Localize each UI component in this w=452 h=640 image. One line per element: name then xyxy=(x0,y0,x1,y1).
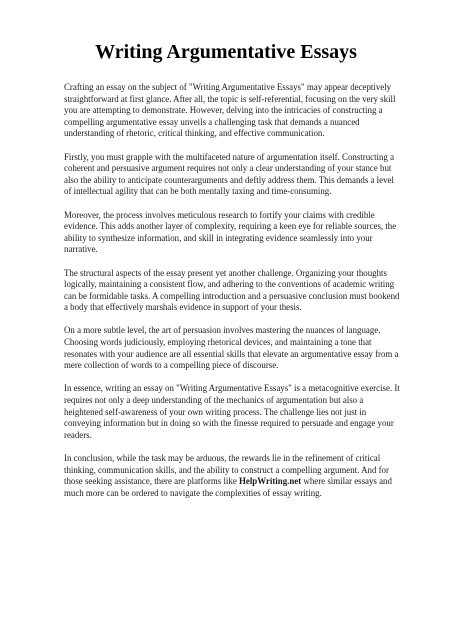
page-title: Writing Argumentative Essays xyxy=(95,41,357,63)
document-body xyxy=(64,82,400,511)
helpwriting-link[interactable]: HelpWriting.net xyxy=(238,476,302,487)
paragraph-persuasion: On a more subtle level, the art of persuasion involves mastering the nuances of language. Choosing words judiciously, employing rhetorical devices, and maintaining a tone that resonates with your audience are all essential skills that elevate an argumentative essay from a mere collection of words to a compelling piece of discourse. xyxy=(64,325,399,371)
conclusion-text-before: In conclusion, while the task may be arduous, the rewards lie in the refinement of critical thinking, communication skills, and the ability to construct a compelling argument. And for those seeking assistance, there are platforms like xyxy=(64,453,389,487)
conclusion-text-after: where similar essays and much more can be ordered to navigate the complexities of essay writing. xyxy=(64,476,392,498)
paragraph-research: Moreover, the process involves meticulous research to fortify your claims with credible evidence. This adds another layer of complexity, requiring a keen eye for reliable sources, the ability to synthesize information, and skill in integrating evidence seamlessly into your narrative. xyxy=(64,209,397,255)
paragraph-structure: The structural aspects of the essay present yet another challenge. Organizing your thoughts logically, maintaining a consistent flow, and adhering to the conventions of academic writing can be formidable tasks. A compelling introduction and a persuasive conclusion must bookend a body that effectively marshals evidence in support of your thesis. xyxy=(64,267,400,313)
paragraph-intro: Crafting an essay on the subject of "Writing Argumentative Essays" may appear deceptively straightforward at first glance. After all, the topic is self-referential, focusing on the very skill you are attempting to demonstrate. However, delving into the intricacies of constructing a compelling argumentative essay unveils a challenging task that demands a nuanced understanding of rhetoric, critical thinking, and effective communication. xyxy=(64,82,396,139)
paragraph-conclusion xyxy=(64,453,400,499)
paragraph-argumentation: Firstly, you must grapple with the multifaceted nature of argumentation itself. Constructing a coherent and persuasive argument requires not only a clear understanding of your stance but also the ability to anticipate counterarguments and deftly address them. This demands a level of intellectual agility that can be both mentally taxing and time-consuming. xyxy=(64,151,395,197)
paragraph-essence: In essence, writing an essay on "Writing Argumentative Essays" is a metacognitive exercise. It requires not only a deep understanding of the mechanics of argumentation but also a heightened self-awareness of your own writing process. The challenge lies not just in conveying information but in doing so with the finesse required to persuade and engage your readers. xyxy=(64,383,400,440)
